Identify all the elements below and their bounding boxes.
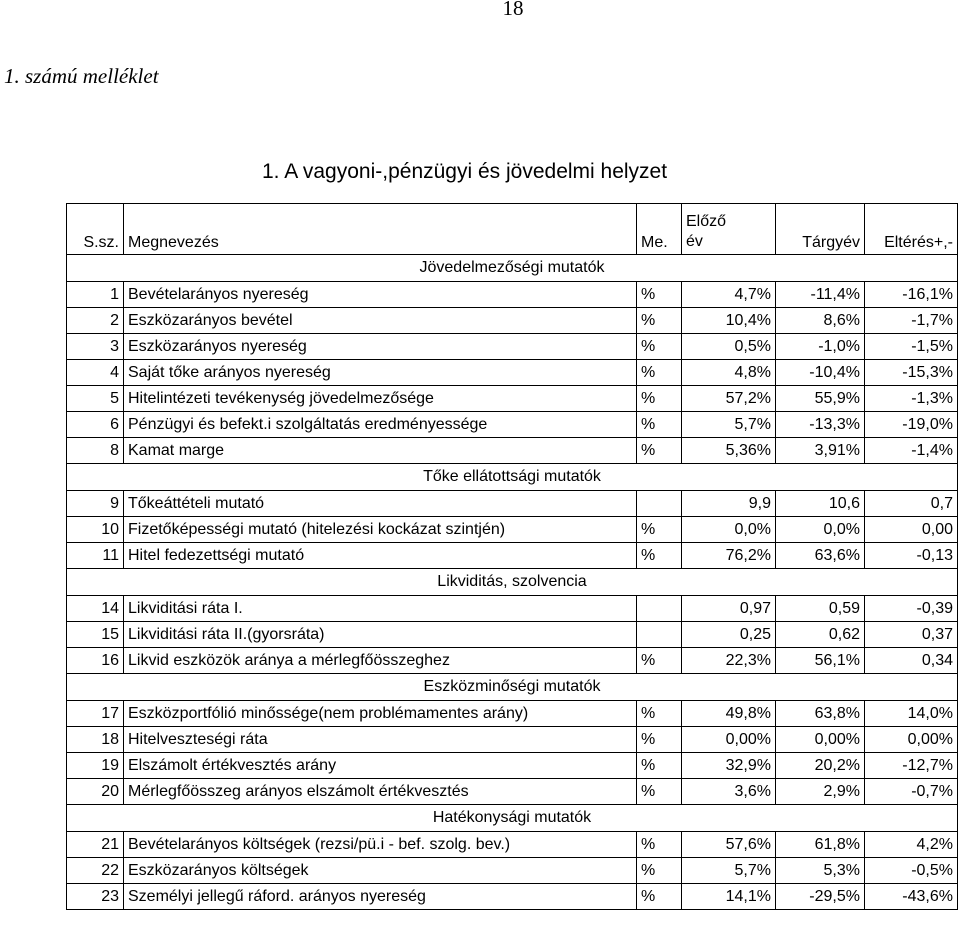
row-prev-year: 57,6% xyxy=(682,832,776,858)
table-row xyxy=(67,858,958,884)
row-diff: 0,00% xyxy=(865,727,958,753)
table-row xyxy=(67,779,958,805)
row-prev-year: 0,5% xyxy=(682,334,776,360)
row-diff: -0,5% xyxy=(865,858,958,884)
row-prev-year: 0,0% xyxy=(682,517,776,543)
row-curr-year: 63,8% xyxy=(776,701,865,727)
table-row xyxy=(67,517,958,543)
row-number: 8 xyxy=(67,438,124,464)
row-number: 16 xyxy=(67,648,124,674)
col-header-prev-line1: Előző xyxy=(686,213,727,230)
row-unit xyxy=(637,622,682,648)
row-number: 14 xyxy=(67,596,124,622)
group-title: Hatékonysági mutatók xyxy=(67,805,958,832)
row-diff: -19,0% xyxy=(865,412,958,438)
row-name: Bevételarányos költségek (rezsi/pü.i - bef. szolg. bev.) xyxy=(124,832,637,858)
group-header-row xyxy=(67,569,958,596)
row-number: 1 xyxy=(67,282,124,308)
row-name: Hitelveszteségi ráta xyxy=(124,727,637,753)
row-curr-year: 0,62 xyxy=(776,622,865,648)
row-name: Pénzügyi és befekt.i szolgáltatás eredményessége xyxy=(124,412,637,438)
row-name: Eszközarányos nyereség xyxy=(124,334,637,360)
row-curr-year: 0,0% xyxy=(776,517,865,543)
table-row xyxy=(67,832,958,858)
row-curr-year: 3,91% xyxy=(776,438,865,464)
row-diff: -1,5% xyxy=(865,334,958,360)
row-name: Mérlegfőösszeg arányos elszámolt értékvesztés xyxy=(124,779,637,805)
row-number: 20 xyxy=(67,779,124,805)
row-number: 17 xyxy=(67,701,124,727)
row-unit: % xyxy=(637,438,682,464)
row-diff: -1,7% xyxy=(865,308,958,334)
row-unit xyxy=(637,596,682,622)
row-number: 2 xyxy=(67,308,124,334)
row-diff: 14,0% xyxy=(865,701,958,727)
row-prev-year: 49,8% xyxy=(682,701,776,727)
row-name: Fizetőképességi mutató (hitelezési kockázat szintjén) xyxy=(124,517,637,543)
row-number: 4 xyxy=(67,360,124,386)
row-name: Kamat marge xyxy=(124,438,637,464)
row-unit: % xyxy=(637,727,682,753)
row-name: Likviditási ráta II.(gyorsráta) xyxy=(124,622,637,648)
row-name: Saját tőke arányos nyereség xyxy=(124,360,637,386)
row-name: Bevételarányos nyereség xyxy=(124,282,637,308)
row-curr-year: -1,0% xyxy=(776,334,865,360)
row-curr-year: 2,9% xyxy=(776,779,865,805)
row-name: Eszközportfólió minőssége(nem problémamentes arány) xyxy=(124,701,637,727)
table-row xyxy=(67,438,958,464)
row-diff: -15,3% xyxy=(865,360,958,386)
col-header-no: S.sz. xyxy=(67,204,124,255)
table-row xyxy=(67,753,958,779)
row-name: Hitel fedezettségi mutató xyxy=(124,543,637,569)
row-unit: % xyxy=(637,753,682,779)
row-number: 9 xyxy=(67,491,124,517)
row-unit: % xyxy=(637,779,682,805)
row-unit: % xyxy=(637,412,682,438)
row-name: Elszámolt értékvesztés arány xyxy=(124,753,637,779)
row-curr-year: -29,5% xyxy=(776,884,865,910)
row-name: Személyi jellegű ráford. arányos nyereség xyxy=(124,884,637,910)
row-name: Likviditási ráta I. xyxy=(124,596,637,622)
row-diff: 4,2% xyxy=(865,832,958,858)
row-diff: 0,34 xyxy=(865,648,958,674)
row-unit: % xyxy=(637,334,682,360)
row-curr-year: 0,00% xyxy=(776,727,865,753)
row-unit: % xyxy=(637,517,682,543)
row-diff: -16,1% xyxy=(865,282,958,308)
row-number: 21 xyxy=(67,832,124,858)
row-prev-year: 9,9 xyxy=(682,491,776,517)
row-prev-year: 0,97 xyxy=(682,596,776,622)
group-title: Jövedelmezőségi mutatók xyxy=(67,255,958,282)
table-row xyxy=(67,412,958,438)
row-unit: % xyxy=(637,360,682,386)
col-header-unit: Me. xyxy=(637,204,682,255)
row-number: 19 xyxy=(67,753,124,779)
row-prev-year: 0,00% xyxy=(682,727,776,753)
row-curr-year: 5,3% xyxy=(776,858,865,884)
group-title: Eszközminőségi mutatók xyxy=(67,674,958,701)
row-diff: -0,39 xyxy=(865,596,958,622)
row-prev-year: 14,1% xyxy=(682,884,776,910)
table-row xyxy=(67,334,958,360)
row-curr-year: 55,9% xyxy=(776,386,865,412)
row-prev-year: 4,7% xyxy=(682,282,776,308)
row-number: 3 xyxy=(67,334,124,360)
row-prev-year: 3,6% xyxy=(682,779,776,805)
row-diff: -1,4% xyxy=(865,438,958,464)
indicator-table xyxy=(66,203,958,910)
table-row xyxy=(67,622,958,648)
row-number: 23 xyxy=(67,884,124,910)
row-number: 15 xyxy=(67,622,124,648)
row-diff: -1,3% xyxy=(865,386,958,412)
row-diff: -0,7% xyxy=(865,779,958,805)
row-unit: % xyxy=(637,701,682,727)
row-number: 10 xyxy=(67,517,124,543)
row-prev-year: 5,7% xyxy=(682,412,776,438)
table-row xyxy=(67,701,958,727)
group-title: Likviditás, szolvencia xyxy=(67,569,958,596)
row-curr-year: 0,59 xyxy=(776,596,865,622)
row-curr-year: -10,4% xyxy=(776,360,865,386)
table-row xyxy=(67,543,958,569)
row-unit: % xyxy=(637,543,682,569)
group-header-row xyxy=(67,464,958,491)
row-diff: -43,6% xyxy=(865,884,958,910)
col-header-diff: Eltérés+,- xyxy=(865,204,958,255)
row-unit: % xyxy=(637,386,682,412)
row-curr-year: -11,4% xyxy=(776,282,865,308)
row-unit: % xyxy=(637,884,682,910)
page-number: 18 xyxy=(502,0,524,20)
section-title: 1. A vagyoni-,pénzügyi és jövedelmi helyzet xyxy=(262,160,668,183)
row-curr-year: 61,8% xyxy=(776,832,865,858)
row-name: Hitelintézeti tevékenység jövedelmezősége xyxy=(124,386,637,412)
row-prev-year: 32,9% xyxy=(682,753,776,779)
row-number: 11 xyxy=(67,543,124,569)
row-diff: -12,7% xyxy=(865,753,958,779)
row-diff: 0,37 xyxy=(865,622,958,648)
row-unit: % xyxy=(637,648,682,674)
header-row xyxy=(67,204,958,255)
row-curr-year: 10,6 xyxy=(776,491,865,517)
row-prev-year: 22,3% xyxy=(682,648,776,674)
row-curr-year: 63,6% xyxy=(776,543,865,569)
row-number: 22 xyxy=(67,858,124,884)
row-curr-year: 56,1% xyxy=(776,648,865,674)
row-diff: -0,13 xyxy=(865,543,958,569)
row-unit: % xyxy=(637,308,682,334)
table-row xyxy=(67,308,958,334)
group-header-row xyxy=(67,805,958,832)
row-prev-year: 5,7% xyxy=(682,858,776,884)
row-diff: 0,00 xyxy=(865,517,958,543)
row-unit: % xyxy=(637,832,682,858)
table-row xyxy=(67,282,958,308)
group-header-row xyxy=(67,255,958,282)
row-prev-year: 57,2% xyxy=(682,386,776,412)
col-header-curr-year: Tárgyév xyxy=(776,204,865,255)
row-unit: % xyxy=(637,282,682,308)
row-unit xyxy=(637,491,682,517)
row-prev-year: 0,25 xyxy=(682,622,776,648)
row-name: Likvid eszközök aránya a mérlegfőösszeghez xyxy=(124,648,637,674)
row-number: 5 xyxy=(67,386,124,412)
row-prev-year: 76,2% xyxy=(682,543,776,569)
table-row xyxy=(67,360,958,386)
group-header-row xyxy=(67,674,958,701)
col-header-name: Megnevezés xyxy=(124,204,637,255)
table-row xyxy=(67,884,958,910)
row-curr-year: -13,3% xyxy=(776,412,865,438)
row-unit: % xyxy=(637,858,682,884)
row-name: Eszközarányos bevétel xyxy=(124,308,637,334)
col-header-prev-line2: év xyxy=(686,233,703,250)
row-number: 18 xyxy=(67,727,124,753)
table-row xyxy=(67,491,958,517)
row-prev-year: 10,4% xyxy=(682,308,776,334)
row-diff: 0,7 xyxy=(865,491,958,517)
table-row xyxy=(67,648,958,674)
row-number: 6 xyxy=(67,412,124,438)
col-header-prev-year xyxy=(682,204,776,255)
row-prev-year: 5,36% xyxy=(682,438,776,464)
row-name: Tőkeáttételi mutató xyxy=(124,491,637,517)
annex-label: 1. számú melléklet xyxy=(4,64,159,88)
row-curr-year: 20,2% xyxy=(776,753,865,779)
table-row xyxy=(67,727,958,753)
table-row xyxy=(67,386,958,412)
group-title: Tőke ellátottsági mutatók xyxy=(67,464,958,491)
row-prev-year: 4,8% xyxy=(682,360,776,386)
row-curr-year: 8,6% xyxy=(776,308,865,334)
table-row xyxy=(67,596,958,622)
row-name: Eszközarányos költségek xyxy=(124,858,637,884)
